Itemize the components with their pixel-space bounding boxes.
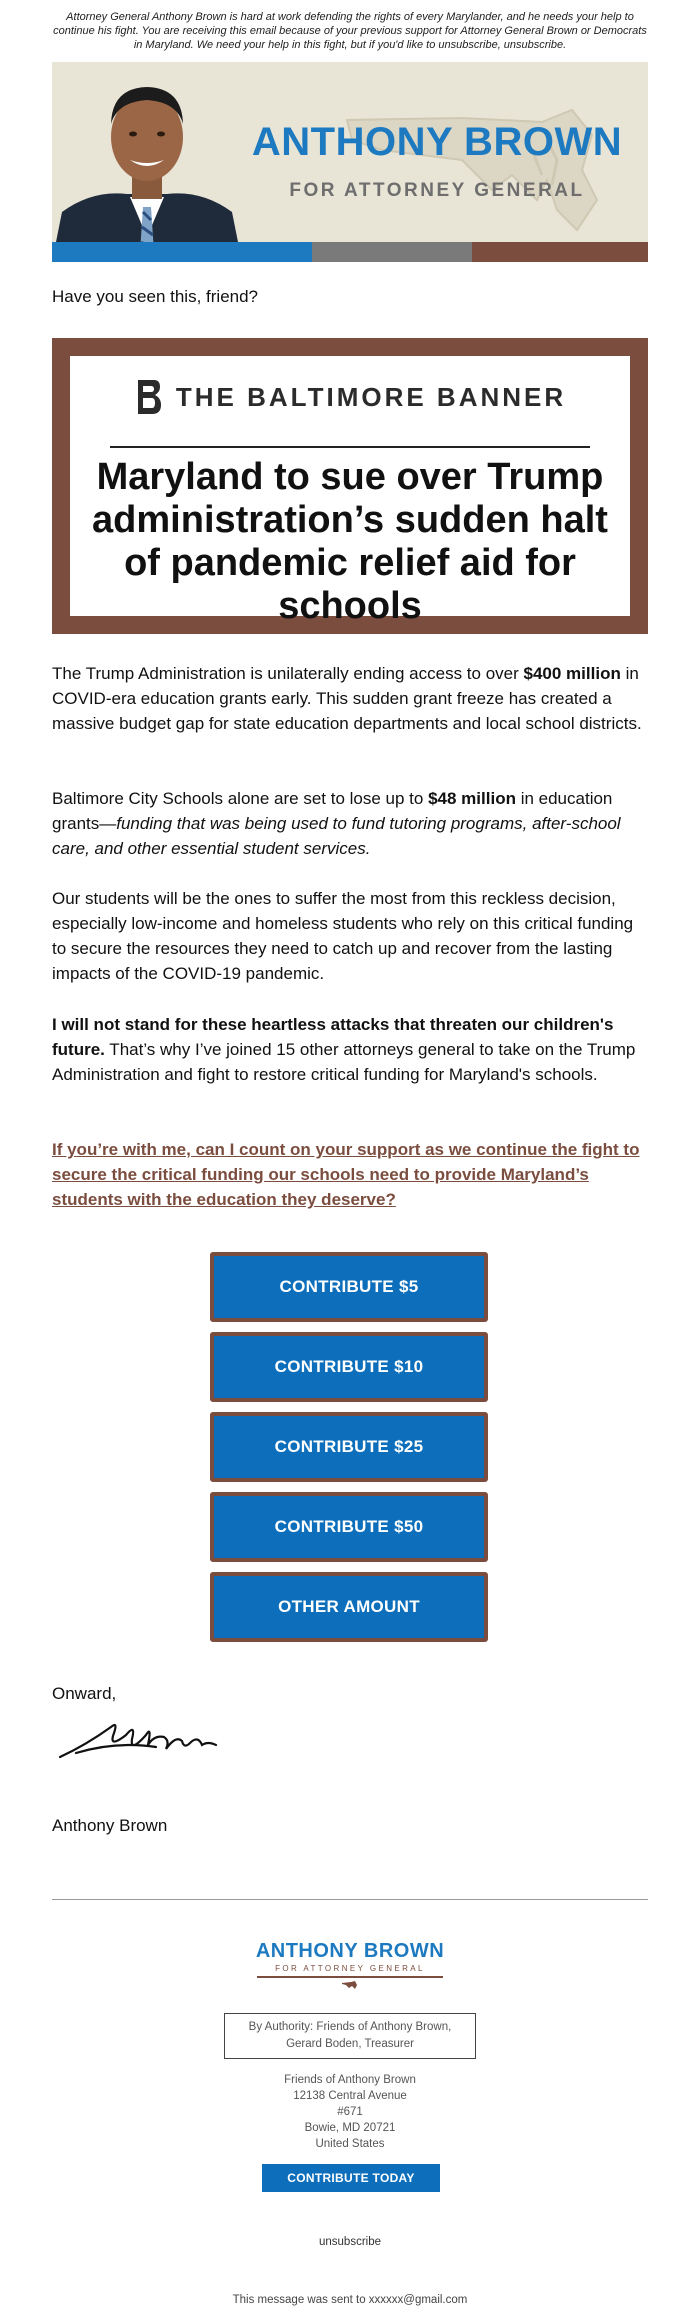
news-headline-text: Maryland to sue over Trump administration’s sudden halt of pandemic relief aid for schools (92, 456, 608, 627)
p2-amount: $48 million (428, 789, 516, 808)
p4-bold-text: I will not stand for these heartless attacks that threaten our children's future. (52, 1015, 614, 1059)
paid-for-by-box (224, 2013, 476, 2059)
baltimore-banner-logo-icon (134, 378, 162, 416)
address-line-5: United States (315, 2138, 385, 2150)
p2-italic-text: funding that was being used to fund tutoring programs, after-school care, and other essential student services. (52, 814, 621, 858)
authority-line-1: By Authority: Friends of Anthony Brown, (248, 2021, 452, 2033)
donation-ask-link[interactable]: If you’re with me, can I count on your support as we continue the fight to secure the critical funding our schools need to provide Maryland’s students with the education they deserve? (52, 1140, 640, 1209)
donation-ask-paragraph (52, 1137, 648, 1212)
outlet-name: THE BALTIMORE BANNER (175, 381, 567, 412)
contribute-5-button[interactable]: CONTRIBUTE $5 (210, 1252, 488, 1322)
unsubscribe-link[interactable]: unsubscribe (318, 2236, 381, 2248)
sent-to-notice: This message was sent to xxxxxx@gmail.com (232, 2294, 468, 2306)
outlet-logo (70, 378, 630, 416)
body-paragraph-3: Our students will be the ones to suffer the most from this reckless decision, especially low-income and homeless students who rely on this critical funding to secure the resources they need to catch up and recover from the lasting impacts of the COVID-19 pandemic. (52, 889, 634, 983)
address-line-1: Friends of Anthony Brown (284, 2074, 416, 2086)
footer-logo-name: ANTHONY BROWN (255, 1940, 445, 1962)
p4-text-b: That’s why I’ve joined 15 other attorneys general to take on the Trump Administration and fight to restore critical funding for Maryland's schools. (52, 1040, 636, 1084)
body-paragraph-2 (52, 786, 648, 861)
body-paragraph-1 (52, 661, 648, 736)
p2-text-c: in education grants— (52, 789, 613, 833)
p1-amount: $400 million (523, 664, 621, 683)
address-line-4: Bowie, MD 20721 (304, 2122, 396, 2134)
news-headline-graphic (52, 338, 648, 634)
banner-bar-brown (472, 242, 648, 262)
banner-subtitle: FOR ATTORNEY GENERAL (289, 180, 585, 201)
banner-bar-blue (52, 242, 312, 262)
footer-logo-rule (257, 1976, 443, 1978)
preheader-text: Attorney General Anthony Brown is hard at work defending the rights of every Marylander, and he needs your help to continue his fight. You are receiving this email because of your previous support for Attorney General Brown or Democrats in Maryland. We need your help in this fight, but if you'd like to unsubscribe, unsubscribe. (53, 11, 647, 51)
greeting: Have you seen this, friend? (52, 287, 259, 306)
headline-card (70, 356, 630, 627)
p1-text-c: in COVID-era education grants early. This sudden grant freeze has created a massive budget gap for state education departments and local school districts. (52, 664, 642, 733)
outlet-divider (110, 446, 590, 448)
closing-onward: Onward, (52, 1684, 117, 1703)
body-paragraph-4 (52, 1012, 648, 1087)
closing-name: Anthony Brown (52, 1816, 168, 1835)
other-amount-button[interactable]: OTHER AMOUNT (210, 1572, 488, 1642)
contribute-today-button[interactable]: CONTRIBUTE TODAY (262, 2164, 440, 2192)
mailing-address (0, 2072, 700, 2152)
contribute-50-button[interactable]: CONTRIBUTE $50 (210, 1492, 488, 1562)
p1-text-a: The Trump Administration is unilaterally ending access to over (52, 664, 524, 683)
address-line-2: 12138 Central Avenue (293, 2090, 407, 2102)
contribute-10-button[interactable]: CONTRIBUTE $10 (210, 1332, 488, 1402)
signature-image (56, 1705, 236, 1765)
p2-text-a: Baltimore City Schools alone are set to lose up to (52, 789, 429, 808)
authority-line-2: Gerard Boden, Treasurer (286, 2038, 414, 2050)
address-line-3: #671 (337, 2106, 363, 2118)
footer-maryland-icon (341, 1980, 359, 1990)
header-banner (52, 62, 648, 262)
banner-candidate-name: ANTHONY BROWN (251, 120, 623, 164)
banner-bar-gray (312, 242, 472, 262)
candidate-portrait-image (52, 62, 242, 262)
footer-divider (52, 1899, 648, 1900)
banner-color-bar (52, 242, 648, 262)
footer-logo-subtitle: FOR ATTORNEY GENERAL (275, 1964, 425, 1973)
contribute-25-button[interactable]: CONTRIBUTE $25 (210, 1412, 488, 1482)
